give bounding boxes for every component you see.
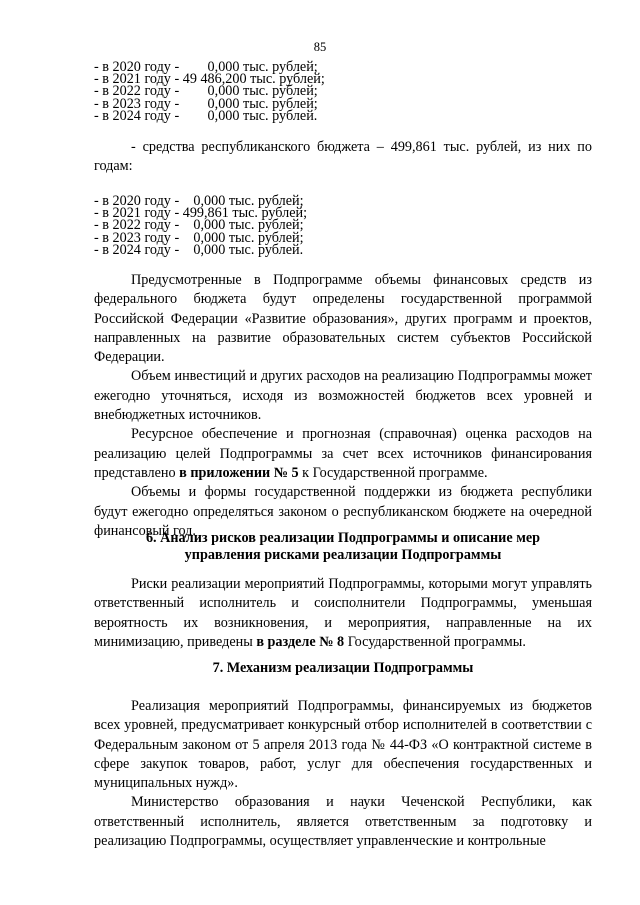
federal-years-list (94, 61, 592, 122)
page-number: 85 (313, 40, 327, 54)
list-item: - в 2020 году - 0,000 тыс. рублей; (94, 193, 304, 209)
list-item: - в 2024 году - 0,000 тыс. рублей. (94, 107, 318, 124)
list-item: - в 2022 году - 0,000 тыс. рублей; (94, 217, 304, 234)
paragraph: Объемы и формы государственной поддержки из бюджета республики будут ежегодно определяться законом о республиканском бюджете на очередной финансовый год. (94, 484, 592, 539)
risks-paragraph: Риски реализации мероприятий Подпрограммы, которыми могут управлять ответственный исполнитель и соисполнители Подпрограммы, уменьшая вероятность их возникновения, и мероприятия, направленные на их минимизацию, приведены в разделе № 8 Государственной программы. (94, 576, 592, 650)
section-6-heading: 6. Анализ рисков реализации Подпрограммы и описание мер управления рисками реализации Подпрограммы (145, 530, 541, 563)
mechanism-paragraphs (94, 697, 592, 851)
list-item: - в 2021 году - 499,861 тыс. рублей; (94, 205, 308, 222)
list-item: - в 2024 году - 0,000 тыс. рублей. (94, 241, 304, 258)
paragraph: Реализация мероприятий Подпрограммы, финансируемых из бюджетов всех уровней, предусматривает конкурсный отбор исполнителей в соответствии с Федеральным законом от 5 апреля 2013 года № 44-ФЗ «О контрактной системе в сфере закупок товаров, работ, услуг для обеспечения государственных и муниципальных нужд». (94, 698, 592, 792)
list-item: - в 2020 году - 0,000 тыс. рублей; (94, 59, 318, 75)
republic-years-list (94, 195, 592, 256)
list-item: - в 2022 году - 0,000 тыс. рублей; (94, 83, 318, 100)
list-item: - в 2023 году - 0,000 тыс. рублей; (94, 95, 318, 112)
paragraph: Объем инвестиций и других расходов на реализацию Подпрограммы может ежегодно уточняться, исходя из возможностей бюджетов всех уровней и внебюджетных источников. (94, 368, 592, 424)
funding-paragraphs (94, 271, 592, 541)
list-item: - в 2023 году - 0,000 тыс. рублей; (94, 229, 304, 246)
paragraph: Министерство образования и науки Чеченской Республики, как ответственный исполнитель, является ответственным за подготовку и реализацию Подпрограммы, осуществляет управленческие и контрольные (94, 794, 592, 850)
paragraph: Предусмотренные в Подпрограмме объемы финансовых средств из федерального бюджета будут определены государственной программой Российской Федерации «Развитие образования», других программ и проектов, направленных на развитие образовательных систем субъектов Российской Федерации. (94, 272, 592, 366)
section-7-heading: 7. Механизм реализации Подпрограммы (212, 660, 474, 676)
list-item: - в 2021 году - 49 486,200 тыс. рублей; (94, 71, 325, 88)
republic-intro: - средства республиканского бюджета – 499,861 тыс. рублей, из них по годам: (94, 139, 592, 175)
paragraph: Ресурсное обеспечение и прогнозная (справочная) оценка расходов на реализацию целей Подпрограммы за счет всех источников финансирования представлено в приложении № 5 к Государственной программе. (94, 426, 592, 481)
